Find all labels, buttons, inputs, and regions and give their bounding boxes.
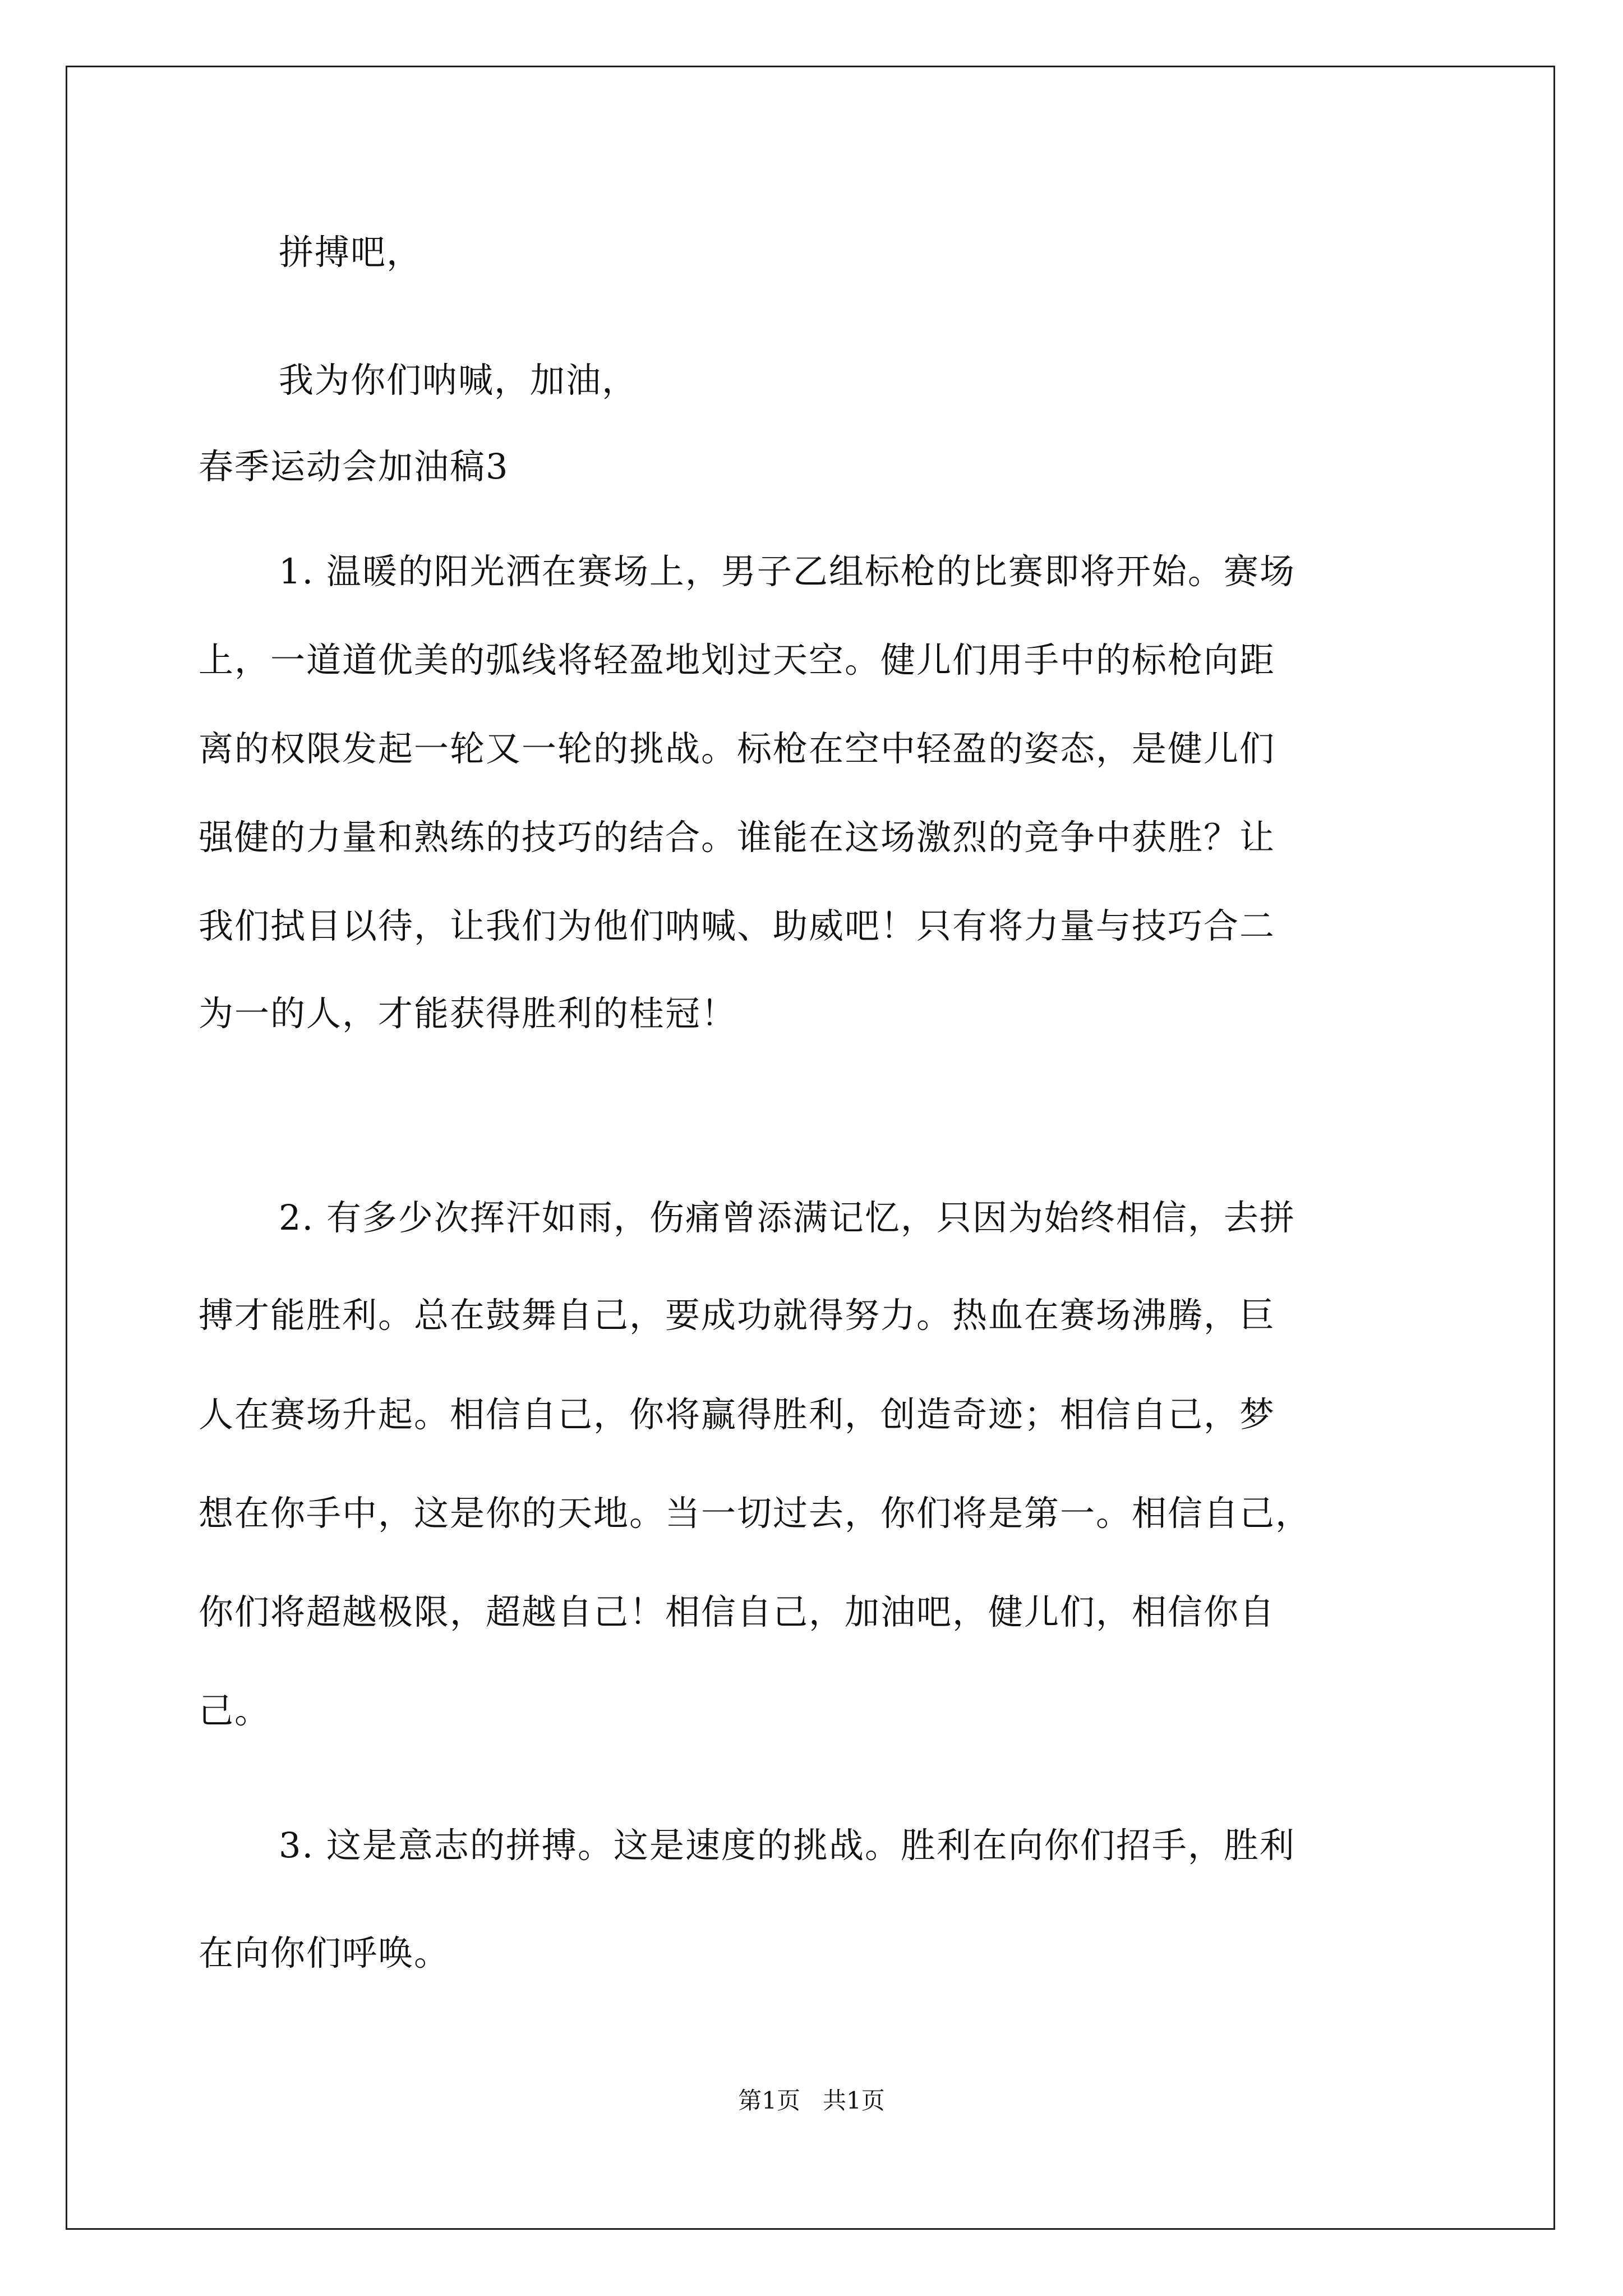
text-line: 3. 这是意志的拼搏。这是速度的挑战。胜利在向你们招手，胜利 [279, 1825, 1295, 1866]
text-line: 己。 [199, 1690, 271, 1731]
text-line: 在向你们呼唤。 [199, 1932, 450, 1973]
text-line: 我为你们呐喊，加油， [279, 360, 638, 401]
text-line: 1. 温暖的阳光洒在赛场上，男子乙组标枪的比赛即将开始。赛场 [279, 551, 1295, 592]
text-line: 想在你手中，这是你的天地。当一切过去，你们将是第一。相信自己， [199, 1493, 1312, 1534]
text-line: 我们拭目以待，让我们为他们呐喊、助威吧！只有将力量与技巧合二 [199, 905, 1276, 946]
text-line: 搏才能胜利。总在鼓舞自己，要成功就得努力。热血在赛场沸腾，巨 [199, 1295, 1276, 1336]
text-line: 拼搏吧， [279, 232, 423, 273]
page-footer: 第1页 共1页 [738, 2087, 885, 2114]
text-line: 人在赛场升起。相信自己，你将赢得胜利，创造奇迹；相信自己，梦 [199, 1394, 1276, 1435]
text-line: 为一的人，才能获得胜利的桂冠！ [199, 993, 737, 1034]
text-line: 你们将超越极限，超越自己！相信自己，加油吧，健儿们，相信你自 [199, 1591, 1276, 1632]
text-line: 上，一道道优美的弧线将轻盈地划过天空。健儿们用手中的标枪向距 [199, 639, 1276, 680]
text-line: 强健的力量和熟练的技巧的结合。谁能在这场激烈的竞争中获胜？让 [199, 817, 1276, 858]
section-heading: 春季运动会加油稿3 [199, 446, 509, 487]
text-line: 离的权限发起一轮又一轮的挑战。标枪在空中轻盈的姿态，是健儿们 [199, 728, 1276, 769]
text-line: 2. 有多少次挥汗如雨，伤痛曾添满记忆，只因为始终相信，去拼 [279, 1197, 1295, 1238]
